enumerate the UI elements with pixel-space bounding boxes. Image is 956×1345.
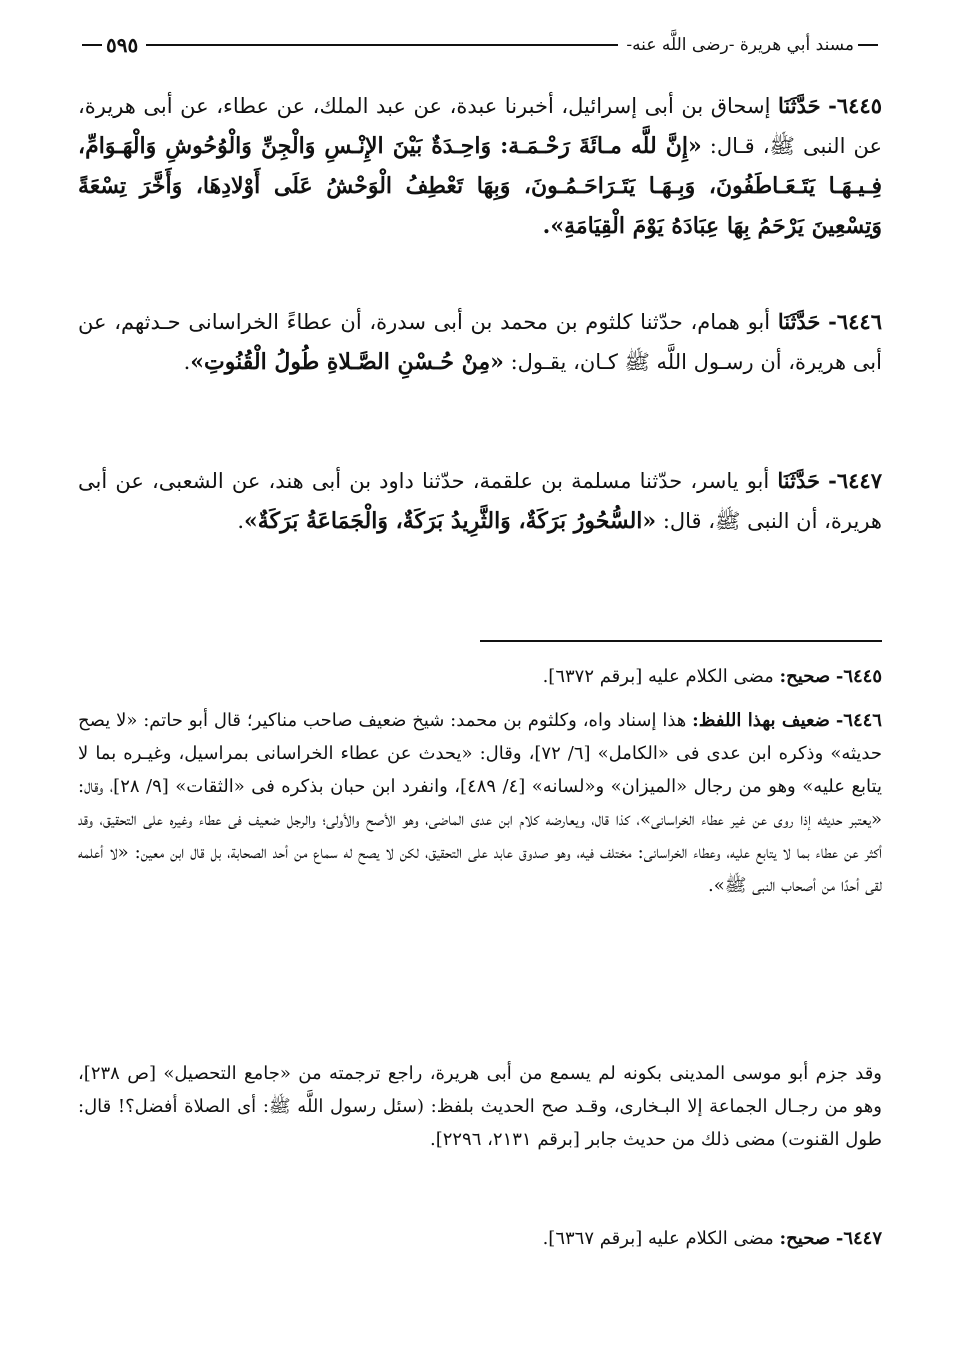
footnote-grade: ضعيف بهذا اللفظ: xyxy=(692,710,830,731)
footnote-text: هذا إسناد واه، وكلثوم بن محمد: شيخ ضعيف صاحب مناكير؛ قال أبو حاتم: «لا يصح حديثه» وذكره ابن عدى فى «الكامل» [٦/ ٧٢]، وقال: «يحدث عن عطاء الخراسانى بمراسيل، وغيـره بما لا يتابع عليه» وهو من رجال «الميزان» و«لسانه» [٤/ ٤٨٩]، وانفرد ابن حبان بذكره فى «الثقات» [٩/ ٢٨]، وقال: «يعتبر حديثه إذا روى عن غير عطاء الخراسانى»، كذا قال، ويعارضه كلام ابن عدى الماضى، وهو الأصح والأولى؛ والرجل ضعيف فى عطاء وغيره على التحقيق، وقد أكثر عن عطاء بما لا يتابع عليه، وعطاء الخراسانى: مختلف فيه، وهو صدوق عابد على التحقيق، لكن لا يصح له سماع من أحد الصحابة، بل قال ابن معين: «لا أعلمه لقى أحدًا من أصحاب النبى ﷺ». xyxy=(78,710,882,896)
page-number: ٥٩٥ xyxy=(106,33,139,57)
footnote-divider xyxy=(480,640,882,642)
footnote-text: مضى الكلام عليه [برقم ٦٣٧٢]. xyxy=(542,666,774,687)
hadith-number: ٦٤٤٥- xyxy=(828,93,882,118)
footnote-number: ٦٤٤٦- xyxy=(835,710,882,731)
header-rule xyxy=(146,44,618,46)
footnote-text: مضى الكلام عليه [برقم ٦٣٦٧]. xyxy=(542,1228,774,1249)
header-dash-right xyxy=(858,44,878,46)
hadith-6446 xyxy=(78,302,882,382)
hadith-matn: «إِنَّ للَّه مـائَةَ رَحْـمَـة: وَاحِـدَةٌ بَيْنَ الإِنْـسِ وَالْجِنِّ وَالْوُحُوشِ وَالْهَـوَامِّ، فِـيـهَـا يَتَـعَـاطَفُونَ، وَبِـهَـا يَتَـرَاحَـمُـونَ، وَبِهَا تَعْطِفُ الْوَحْشُ عَلَى أَوْلادِهَا، وَأَخَّرَ تِسْعَةً وَتِسْعِينَ يَرْحَمُ بِهَا عِبَادَهُ يَوْمَ الْقِيَامَةِ». xyxy=(78,133,882,239)
footnote-6447 xyxy=(78,1222,882,1255)
hadith-isnad: أبو همام، حدّثنا كلثوم بن محمد بن أبى سدرة، أن عطاءً الخراسانى حـدثهم، عن أبى هريرة، أن رسـول اللَّه ﷺ كـان، يقـول: xyxy=(78,310,882,374)
footnote-grade: صحيح: xyxy=(779,1228,831,1249)
hadith-opening: حَدَّثَنَا xyxy=(777,309,821,334)
footnote-grade: صحيح: xyxy=(779,666,831,687)
footnote-continuation-text: وقد جزم أبو موسى المدينى بكونه لم يسمع من أبى هريرة، راجع ترجمته من «جامع التحصيل» [ص ٢٣٨]، وهو من رجـال الجماعة إلا البـخارى، وقـد صح الحديث بلفظ: (سئل رسول اللَّه ﷺ: أى الصلاة أفضل؟! قال: طول القنوت) مضى ذلك من حديث جابر [برقم ٢١٣١، ٢٢٩٦]. xyxy=(78,1063,882,1150)
hadith-close: . xyxy=(237,509,245,533)
footnote-number: ٦٤٤٥- xyxy=(835,666,882,687)
running-header xyxy=(78,30,882,60)
footnote-6445 xyxy=(78,660,882,693)
footnote-6446-continuation xyxy=(78,1057,882,1156)
hadith-close: . xyxy=(183,350,191,374)
hadith-number: ٦٤٤٦- xyxy=(828,309,882,334)
hadith-isnad: أبو ياسر، حدّثنا مسلمة بن علقمة، حدّثنا داود بن أبى هند، عن الشعبى، عن أبى هريرة، أن النبى ﷺ، قال: xyxy=(78,469,882,533)
footnote-number: ٦٤٤٧- xyxy=(835,1228,882,1249)
hadith-6445 xyxy=(78,86,882,246)
header-dash-left xyxy=(82,44,102,46)
hadith-isnad: إسحاق بن أبى إسرائيل، أخبرنا عبدة، عن عبد الملك، عن عطاء، عن أبى هريرة، عن النبى ﷺ، قـال: xyxy=(78,94,882,158)
hadith-6447 xyxy=(78,461,882,541)
running-title: مسند أبي هريرة -رضى اللَّه عنه- xyxy=(626,35,854,55)
hadith-opening: حَدَّثَنَا xyxy=(777,468,820,493)
hadith-matn: «مِنْ حُـسْنِ الصَّـلاةِ طُولُ الْقُنُوتِ» xyxy=(190,349,504,375)
hadith-opening: حَدَّثَنَا xyxy=(777,93,821,118)
hadith-number: ٦٤٤٧- xyxy=(828,468,882,493)
footnote-6446 xyxy=(78,704,882,902)
hadith-matn: «السُّحُورُ بَرَكَةٌ، وَالثَّرِيدُ بَرَكَةٌ، وَالْجَمَاعَةُ بَرَكَةٌ» xyxy=(244,508,657,534)
